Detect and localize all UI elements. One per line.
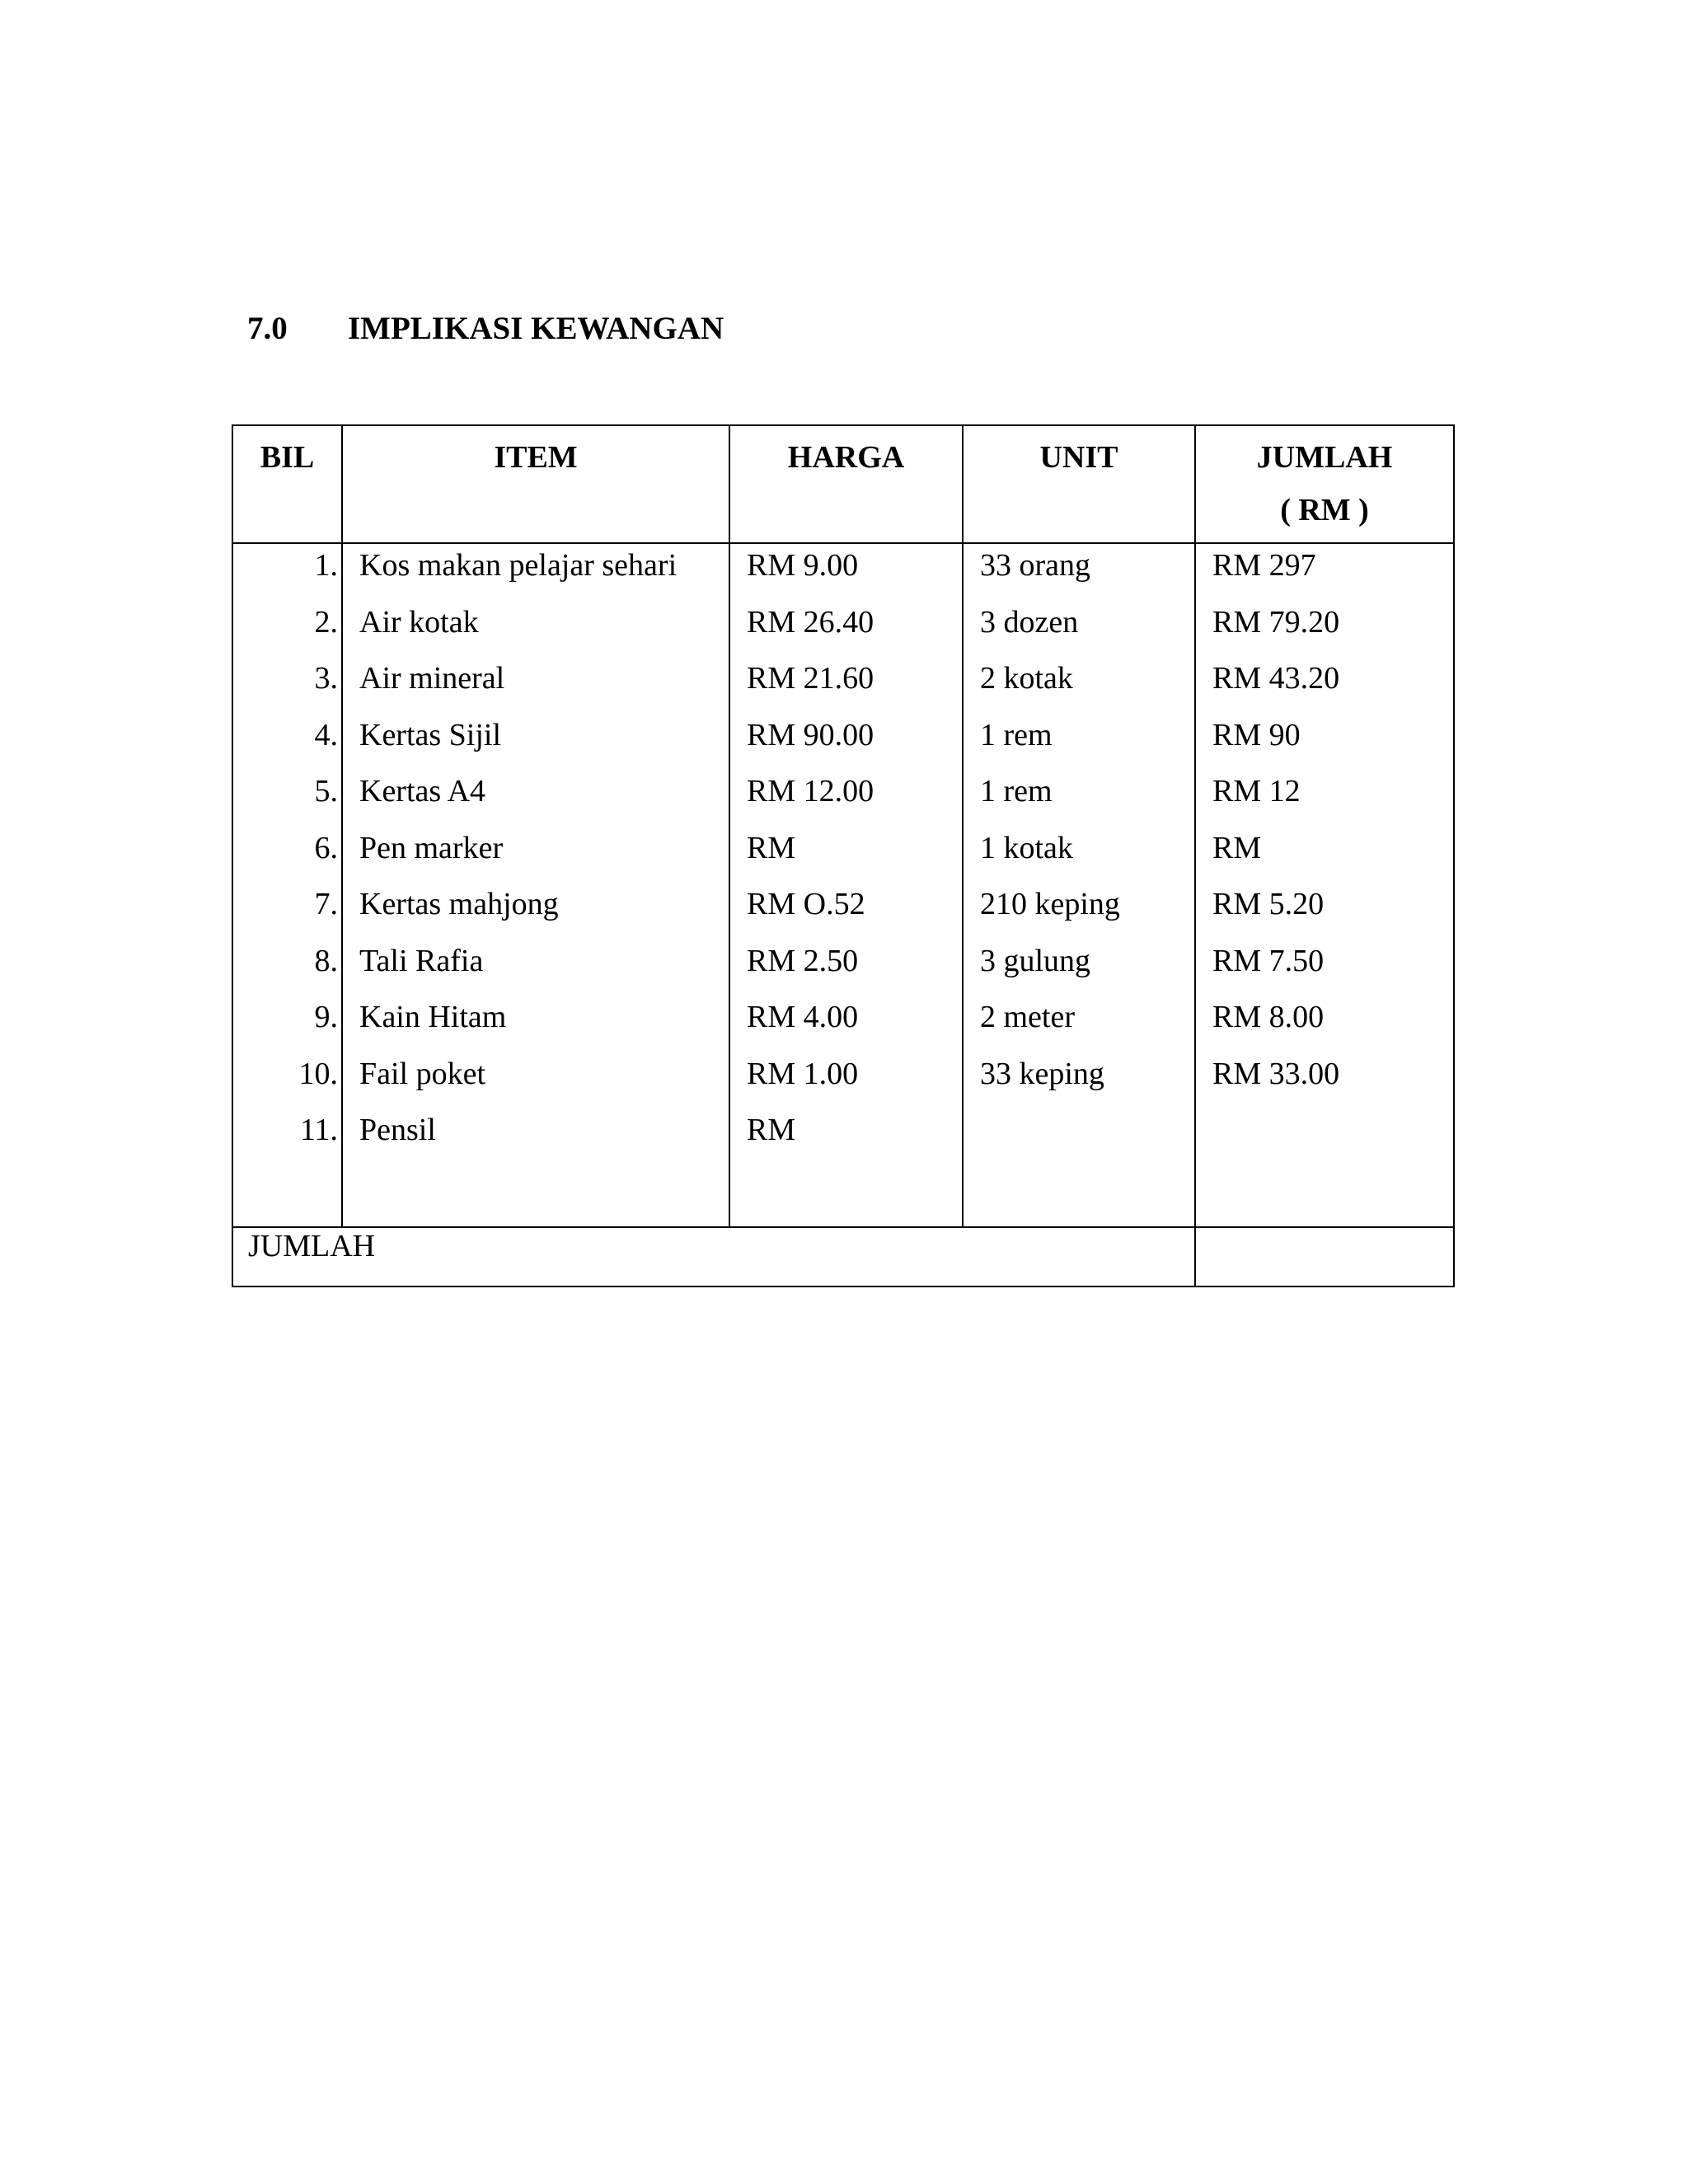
cell-item: Kain Hitam (359, 1000, 507, 1034)
section-title: IMPLIKASI KEWANGAN (348, 311, 724, 346)
cell-bil: 6. (314, 830, 338, 865)
cell-jumlah: RM 12 (1212, 774, 1301, 808)
cell-harga: RM O.52 (747, 887, 865, 921)
cell-unit: 210 keping (980, 887, 1120, 921)
cell-bil: 5. (314, 774, 338, 808)
cell-jumlah (1196, 1109, 1453, 1166)
cell-jumlah: RM 33.00 (1212, 1056, 1340, 1091)
total-label: JUMLAH (232, 1227, 1195, 1286)
cell-bil: 7. (314, 887, 338, 921)
column-unit (963, 543, 1195, 1227)
cell-unit: 3 dozen (980, 604, 1079, 640)
cell-jumlah: RM (1212, 830, 1262, 865)
header-unit: UNIT (963, 425, 1195, 543)
header-item: ITEM (342, 425, 729, 543)
cell-harga: RM 90.00 (747, 717, 874, 752)
total-value (1195, 1227, 1454, 1286)
cell-bil: 4. (314, 717, 338, 752)
cell-jumlah: RM 297 (1212, 548, 1316, 583)
cell-bil: 8. (314, 943, 338, 978)
cell-jumlah: RM 90 (1212, 717, 1301, 752)
cell-harga: RM 2.50 (747, 943, 859, 978)
cell-bil: 1. (314, 548, 338, 583)
table-total-row (232, 1227, 1454, 1286)
cell-unit: 33 keping (980, 1056, 1104, 1091)
cell-harga: RM (747, 1113, 796, 1147)
cell-harga: RM 26.40 (747, 604, 874, 640)
cell-unit: 33 orang (980, 548, 1091, 583)
column-item (342, 543, 729, 1227)
cell-bil: 2. (314, 604, 338, 640)
cell-jumlah: RM 7.50 (1212, 943, 1325, 978)
cell-unit: 1 rem (980, 717, 1053, 752)
section-number: 7.0 (247, 311, 288, 346)
cell-unit: 1 kotak (980, 830, 1073, 865)
header-jumlah: JUMLAH ( RM ) (1195, 425, 1454, 543)
financial-table (232, 424, 1455, 1287)
column-jumlah (1195, 543, 1454, 1227)
cell-jumlah: RM 8.00 (1212, 1000, 1325, 1034)
cell-unit: 2 kotak (980, 661, 1073, 696)
cell-unit (964, 1109, 1194, 1166)
header-bil: BIL (232, 425, 342, 543)
cell-item: Pensil (359, 1113, 436, 1147)
header-harga: HARGA (729, 425, 963, 543)
cell-item: Fail poket (359, 1056, 486, 1091)
cell-jumlah: RM 43.20 (1212, 661, 1340, 696)
cell-bil: 3. (314, 661, 338, 696)
column-harga (729, 543, 963, 1227)
cell-harga: RM 1.00 (747, 1056, 859, 1091)
table-body-row (232, 543, 1454, 1227)
cell-item: Kertas mahjong (359, 887, 559, 921)
cell-item: Pen marker (359, 830, 504, 865)
table-header-row (232, 425, 1454, 543)
cell-item: Kos makan pelajar sehari (359, 548, 678, 583)
cell-item: Kertas A4 (359, 774, 486, 808)
cell-harga: RM 9.00 (747, 548, 859, 583)
cell-item: Tali Rafia (359, 943, 484, 978)
column-bil (232, 543, 342, 1227)
cell-jumlah: RM 79.20 (1212, 604, 1340, 640)
cell-unit: 2 meter (980, 1000, 1076, 1034)
cell-bil: 10. (298, 1056, 338, 1091)
section-heading (247, 309, 724, 349)
cell-bil: 11. (299, 1113, 338, 1147)
cell-unit: 1 rem (980, 774, 1053, 808)
cell-harga: RM 4.00 (747, 1000, 859, 1034)
cell-harga: RM (747, 830, 796, 865)
cell-unit: 3 gulung (980, 943, 1091, 978)
cell-item: Air kotak (359, 604, 479, 640)
cell-harga: RM 21.60 (747, 661, 874, 696)
cell-item: Kertas Sijil (359, 717, 502, 752)
cell-jumlah: RM 5.20 (1212, 887, 1325, 921)
cell-bil: 9. (314, 1000, 338, 1034)
cell-item: Air mineral (359, 661, 505, 696)
cell-harga: RM 12.00 (747, 774, 874, 808)
